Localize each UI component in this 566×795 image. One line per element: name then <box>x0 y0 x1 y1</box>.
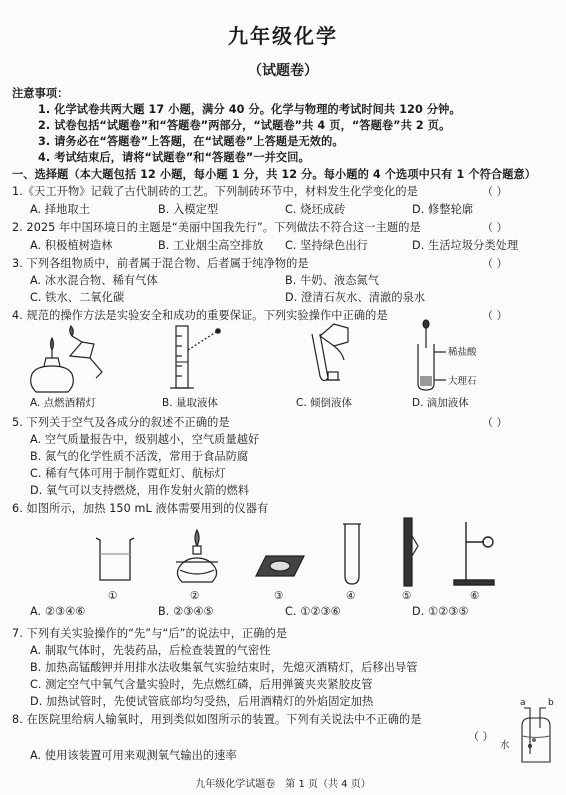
asbestos-gauze-icon <box>252 552 308 582</box>
notice-item: 1. 化学试卷共两大题 17 小题，满分 40 分。化学与物理的考试时间共 120 分钟。 <box>38 103 461 116</box>
test-tube-icon <box>340 522 364 586</box>
instrument-number: ⑥ <box>470 590 480 602</box>
option-c: C. 铁水、二氧化碳 <box>30 291 125 304</box>
figure-caption-a: A. 点燃酒精灯 <box>30 397 97 409</box>
label-water: 水 <box>500 740 510 751</box>
answer-bracket: （ ） <box>468 730 494 743</box>
option-a: A. 积极植树造林 <box>30 239 113 252</box>
answer-bracket: （ ） <box>482 221 508 234</box>
option-a: A. ②③④⑥ <box>30 605 86 618</box>
label-tube-b: b <box>548 698 554 708</box>
answer-bracket: （ ） <box>482 257 508 270</box>
answer-bracket: （ ） <box>482 309 508 322</box>
option-b: B. 加热高锰酸钾并用排水法收集氧气实验结束时，先熄灭酒精灯，后移出导管 <box>30 661 418 674</box>
graduated-cylinder-figure <box>158 322 228 394</box>
option-d: D. 氧气可以支持燃烧，用作发射火箭的燃料 <box>30 484 250 497</box>
option-d: D. 澄清石灰水、清澈的泉水 <box>285 291 426 304</box>
option-c: C. 测定空气中氧气含量实验时，先点燃红磷，后用弹簧夹夹紧胶皮管 <box>30 678 373 691</box>
option-a: A. 使用该装置可用来观测氧气输出的速率 <box>30 749 237 762</box>
option-c: C. ①②③⑥ <box>285 605 341 618</box>
notice-item: 2. 试卷包括“试题卷”和“答题卷”两部分，“试题卷”共 4 页，“答题卷”共 2 页。 <box>38 119 451 132</box>
alcohol-lamp-icon <box>172 526 222 584</box>
instrument-number: ④ <box>346 590 356 602</box>
question-stem: 2. 2025 年中国环境日的主题是“美丽中国我先行”。下列做法不符合这一主题的是 <box>12 221 421 234</box>
label-dilute-hcl: 稀盐酸 <box>448 347 477 358</box>
pouring-liquid-figure <box>290 322 360 394</box>
figure-caption-c: C. 倾倒液体 <box>296 397 353 409</box>
question-stem: 4. 规范的操作方法是实验安全和成功的重要保证。下列实验操作中正确的是 <box>12 309 388 322</box>
question-stem: 3. 下列各组物质中，前者属于混合物、后者属于纯净物的是 <box>12 257 309 270</box>
question-stem: 5. 下列关于空气及各成分的叙述不正确的是 <box>12 416 230 429</box>
notice-heading: 注意事项： <box>12 87 69 100</box>
lamp-lighting-figure <box>22 322 112 394</box>
instrument-number: ⑤ <box>402 590 412 602</box>
iron-stand-icon <box>450 518 500 588</box>
answer-bracket: （ ） <box>482 185 508 198</box>
section-heading: 一、选择题（本大题包括 12 小题，每小题 1 分，共 12 分。每小题的 4 个选项中只有 1 个符合题意） <box>12 168 537 181</box>
question-stem: 8. 在医院里给病人输氧时，用到类似如图所示的装置。下列有关说法中不正确的是 <box>12 713 422 726</box>
question-stem: 6. 如图所示，加热 150 mL 液体需要用到的仪器有 <box>12 502 269 515</box>
notice-item: 3. 请务必在“答题卷”上答题，在“试题卷”上答题是无效的。 <box>38 135 344 148</box>
notice-item: 4. 考试结束后，请将“试题卷”和“答题卷”一并交回。 <box>38 151 310 164</box>
option-a: A. 择地取土 <box>30 203 91 216</box>
figure-caption-b: B. 量取液体 <box>162 397 218 409</box>
instrument-number: ① <box>108 590 118 602</box>
question-stem: 7. 下列有关实验操作的“先”与“后”的说法中，正确的是 <box>12 627 288 640</box>
option-a: A. 空气质量报告中，级别越小，空气质量越好 <box>30 433 260 446</box>
option-b: B. 牛奶、液态氮气 <box>285 274 380 287</box>
option-a: A. 制取气体时，先装药品，后检查装置的气密性 <box>30 644 271 657</box>
beaker-icon <box>92 534 136 584</box>
instrument-number: ② <box>190 590 200 602</box>
question-stem: 1.《天工开物》记载了古代制砖的工艺。下列制砖环节中，材料发生化学变化的是 <box>12 185 418 198</box>
label-tube-a: a <box>520 698 526 708</box>
figure-caption-d: D. 滴加液体 <box>412 397 469 409</box>
gas-washing-bottle-figure <box>516 706 562 764</box>
option-d: D. 生活垃圾分类处理 <box>412 239 519 252</box>
option-d: D. 修整轮廓 <box>412 203 474 216</box>
option-b: B. ②③④⑤ <box>158 605 214 618</box>
option-d: D. 加热试管时，先使试管底部均匀受热，后用酒精灯的外焰固定加热 <box>30 695 374 708</box>
instrument-number: ③ <box>274 590 284 602</box>
option-d: D. ①②③⑤ <box>412 605 469 618</box>
page-title: 九年级化学 <box>228 24 338 48</box>
option-c: C. 稀有气体可用于制作霓虹灯、航标灯 <box>30 467 226 480</box>
option-b: B. 入模定型 <box>158 203 219 216</box>
answer-bracket: （ ） <box>482 416 508 429</box>
option-c: C. 烧坯成砖 <box>285 203 346 216</box>
page-subtitle: （试题卷） <box>248 63 318 79</box>
test-tube-holder-icon <box>398 516 422 588</box>
option-b: B. 氮气的化学性质不活泼，常用于食品防腐 <box>30 450 249 463</box>
option-a: A. 冰水混合物、稀有气体 <box>30 274 158 287</box>
option-b: B. 工业烟尘高空排放 <box>158 239 264 252</box>
option-c: C. 坚持绿色出行 <box>285 239 368 252</box>
label-marble: 大理石 <box>448 376 477 387</box>
page-footer: 九年级化学试题卷 第 1 页（共 4 页） <box>195 779 371 790</box>
